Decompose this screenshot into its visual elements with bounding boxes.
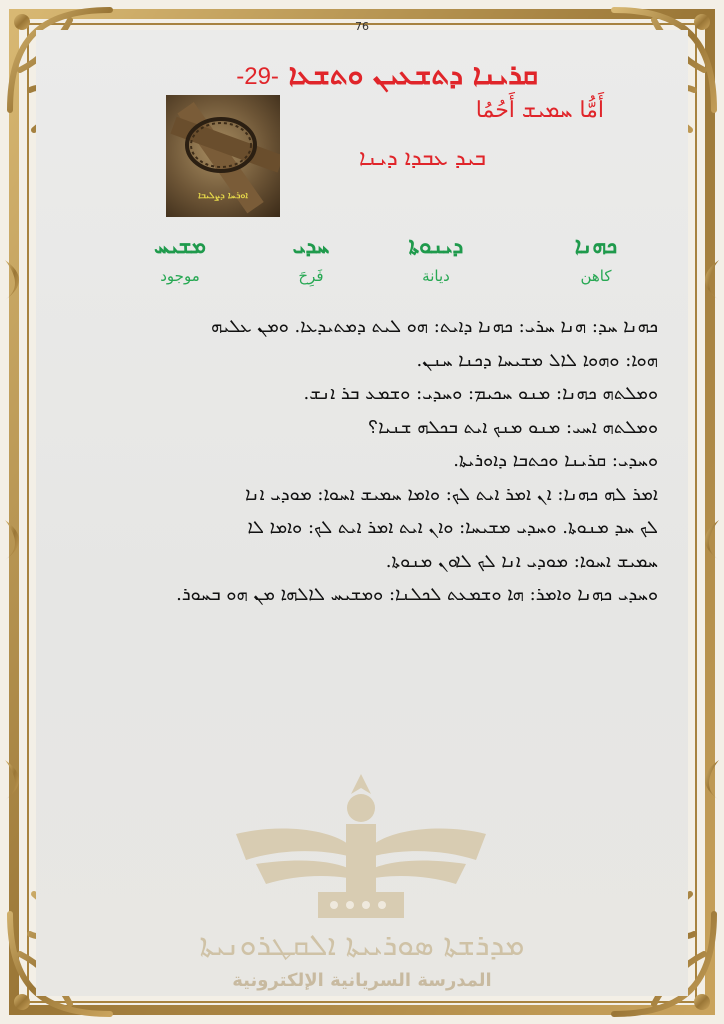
vocab-arabic: ديانة [422, 267, 450, 285]
winged-emblem-icon [236, 764, 486, 934]
lesson-subtitle: أَمُّا ܚܡܝܫ أَحُمُا [475, 98, 604, 123]
body-line: ܘܚܕܝ: ܩܪܝܢܐ ܘܟܬܒܐ ܕܐܘܪܝܬܐ. [453, 450, 658, 471]
vocab-item [536, 233, 656, 285]
page-number: 76 [355, 20, 369, 33]
lesson-author: ܒܝܕ ܥܒܕܐ ܕܝܢܐ [359, 146, 486, 171]
body-line: ܘܡܠܬܗ ܟܗܢܐ: ܡܢܘ ܚܟܝܡ: ܘܚܕܝ: ܘܫܡܥ ܒܪ ܐܢܫ. [303, 383, 658, 404]
vocab-item [120, 233, 240, 285]
body-line: ܘܚܕܝ ܟܗܢܐ ܘܐܡܪ: ܗܐ ܘܫܡܥܬ ܠܟܠܢܐ: ܘܡܫܝܚ ܠܐܠܗܐ ܡܢ ܗܘ ܒܚܘܪ. [176, 584, 658, 605]
school-name-syriac: ܡܕܪܫܬܐ ܣܘܪܝܝܬܐ ܐܠܩܛܪܘܢܝܬܐ [199, 928, 525, 963]
vocab-item [251, 233, 371, 285]
vocabulary-table [86, 233, 656, 297]
vocab-arabic: فَرِحَ [298, 267, 324, 285]
vocab-syriac: ܡܫܝܚ [154, 233, 206, 259]
body-line: ܟܗܢܐ ܚܕ: ܗܢܐ ܚܪܝ: ܟܗܢܐ ܕܐܝܬ: ܗܘ ܠܝܬ ܕܡܬܝܕܥܐ. ܘܡܢ ܥܠܝܗ [211, 316, 658, 337]
body-line: ܘܡܠܬܗ ܐܚܝ: ܡܢܘ ܡܢܟ ܐܝܬ ܒܟܠܗ ܫܢܝܐ؟ [368, 416, 658, 438]
vocab-arabic: كاهن [580, 267, 612, 285]
body-line: ܗܘܐ: ܘܗܘܐ ܠܐܠ ܡܫܝܚܐ ܕܟܢܐ ܚܢܢ. [416, 349, 658, 371]
vocab-item [376, 233, 496, 285]
lesson-body [70, 310, 658, 612]
body-line: ܠܟ ܚܕ ܡܢܘܬܐ. ܘܚܕܝ ܡܫܝܚܐ: ܘܐܢ ܐܝܬ ܐܡܪ ܐܝܬ ܠܟ: ܘܐܡܐ ܠܐ [247, 517, 658, 538]
vocab-syriac: ܚܕܝ [292, 233, 330, 259]
body-line: ܐܡܪ ܠܗ ܟܗܢܐ: ܐܢ ܐܡܪ ܐܝܬ ܠܟ: ܘܐܡܐ ܚܡܝܫ ܐܚܘܐ: ܡܘܕܝ ܐܢܐ [245, 483, 658, 505]
body-line: ܚܡܝܫ ܐܚܘܐ: ܡܘܕܝ ܐܢܐ ܠܟ ܠܐܘܢ ܡܢܘܬܐ. [385, 550, 658, 572]
vocab-syriac: ܟܗܢܐ [574, 233, 618, 259]
vocab-syriac: ܕܝܢܘܬܐ [408, 233, 464, 259]
vocab-arabic: موجود [160, 267, 200, 285]
lesson-title-text: ܩܪܝܢܐ ܕܬܫܥܝܢ ܘܬܫܥܐ [288, 58, 538, 91]
lesson-number: -29- [236, 63, 279, 90]
lesson-photo [166, 95, 280, 217]
school-name-arabic: المدرسة السريانية الإلكترونية [232, 970, 492, 991]
photo-caption: ܐܘܪܚܐ ܕܨܠܝܒܐ [198, 191, 248, 201]
lesson-title [230, 58, 538, 92]
